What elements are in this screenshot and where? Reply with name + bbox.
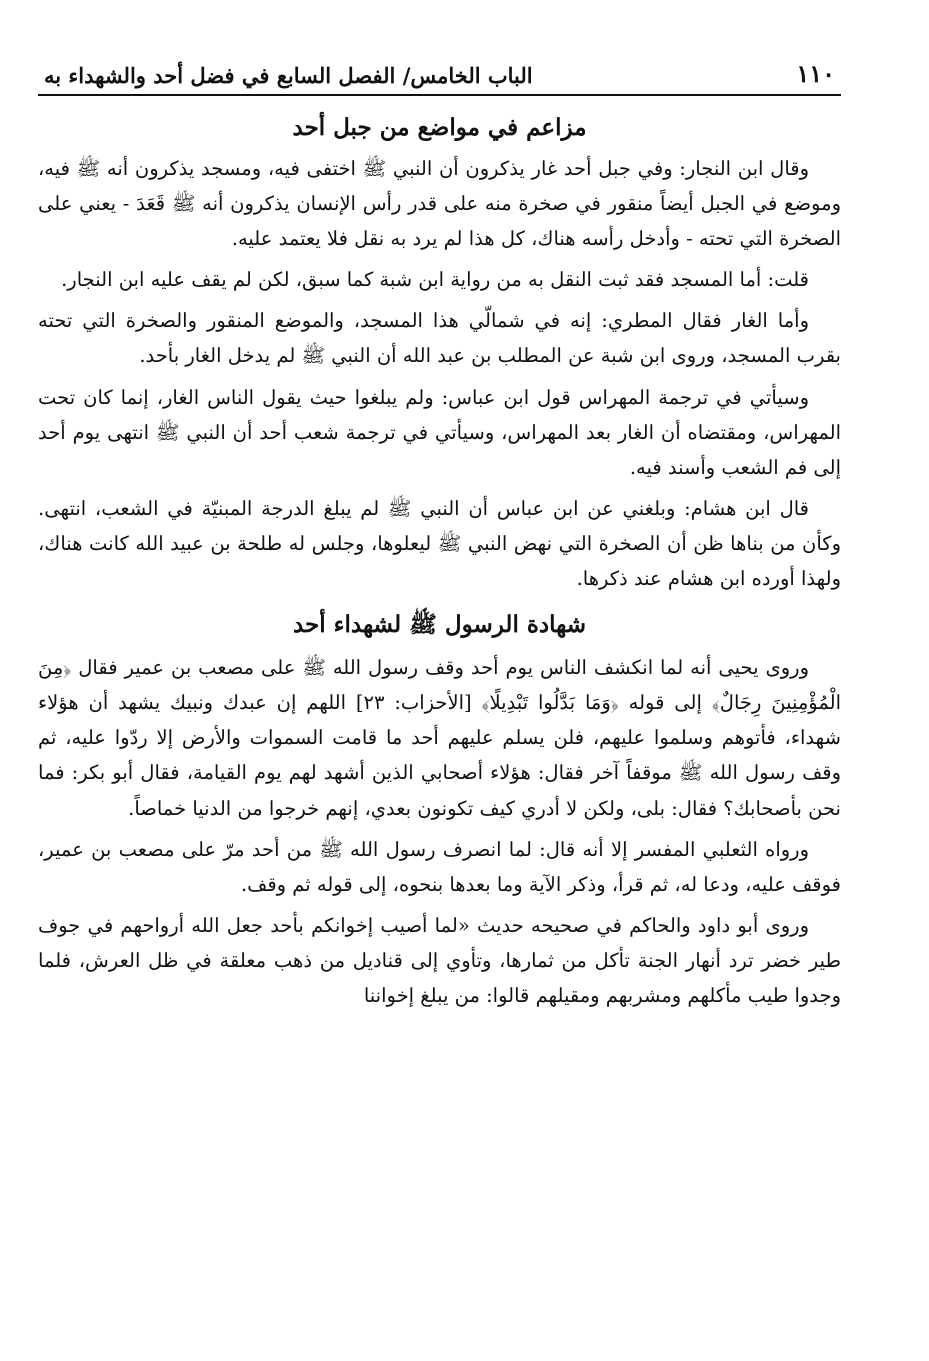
section-heading: شهادة الرسول ﷺ لشهداء أحد [292, 611, 587, 639]
running-title: الباب الخامس/ الفصل السابع في فضل أحد والشهداء به [44, 63, 533, 88]
paragraph: قلت: أما المسجد فقد ثبت النقل به من رواية ابن شبة كما سبق، لكن لم يقف عليه ابن النجار. [61, 268, 809, 292]
paragraph: وقال ابن النجار: وفي جبل أحد غار يذكرون أن النبي ﷺ اختفى فيه، ومسجد يذكرون أنه ﷺ فيه، وموضع في الجبل أيضاً منقور في صخرة منه على قدر رأس الإنسان يذكرون أنه ﷺ قَعَدَ - يعني على الصخرة التي تحته - وأدخل رأسه هناك، كل هذا لم يرد به نقل فلا يعتمد عليه. [38, 157, 841, 251]
paragraph: ورواه الثعلبي المفسر إلا أنه قال: لما انصرف رسول الله ﷺ من أحد مرّ على مصعب بن عمير، فوقف عليه، ودعا له، ثم قرأ، وذكر الآية وما بعدها بنحوه، إلى قوله ثم وقف. [38, 837, 841, 896]
running-header [38, 50, 841, 96]
paragraph: وروى أبو داود والحاكم في صحيحه حديث «لما أصيب إخوانكم بأحد جعل الله أرواحهم في جوف طير خضر ترد أنهار الجنة تأكل من ثمارها، وتأوي إلى قناديل من ذهب معلقة في ظل العرش، فلما وجدوا طيب مأكلهم ومشربهم ومقيلهم قالوا: من يبلغ إخواننا [38, 913, 841, 1007]
paragraph: وسيأتي في ترجمة المهراس قول ابن عباس: ولم يبلغوا حيث يقول الناس الغار، إنما كان تحت المهراس، ومقتضاه أن الغار بعد المهراس، وسيأتي في ترجمة شعب أحد أن النبي ﷺ انتهى يوم أحد إلى فم الشعب وأسند فيه. [38, 385, 841, 479]
paragraph: وأما الغار فقال المطري: إنه في شمالّي هذا المسجد، والموضع المنقور والصخرة التي تحته بقرب المسجد، وروى ابن شبة عن المطلب بن عبد الله أن النبي ﷺ لم يدخل الغار بأحد. [38, 309, 841, 368]
section-1 [38, 114, 841, 596]
section-heading: مزاعم في مواضع من جبل أحد [292, 114, 587, 141]
paragraph: وروى يحيى أنه لما انكشف الناس يوم أحد وقف رسول الله ﷺ على مصعب بن عمير فقال ﴿مِنَ الْمُؤْمِنِينَ رِجَالٌ﴾ إلى قوله ﴿وَمَا بَدَّلُوا تَبْدِيلًا﴾ [الأحزاب: ٢٣] اللهم إن عبدك ونبيك يشهد أن هؤلاء شهداء، فأتوهم وسلموا عليهم، فلن يسلم عليهم أحد ما قامت السموات والأرض إلا ردّوا عليه، ثم وقف رسول الله ﷺ موقفاً آخر فقال: هؤلاء أصحابي الذين أشهد لهم يوم القيامة، فقال أبو بكر: فما نحن بأصحابك؟ فقال: بلى، ولكن لا أدري كيف تكونون بعدي، إنهم خرجوا من الدنيا خماصاً. [38, 656, 841, 820]
paragraph: قال ابن هشام: وبلغني عن ابن عباس أن النبي ﷺ لم يبلغ الدرجة المبنيّة في الشعب، انتهى. وكأن من بناها ظن أن الصخرة التي نهض النبي ﷺ ليعلوها، وجلس له طلحة بن عبيد الله كانت هناك، ولهذا أورده ابن هشام عند ذكرها. [38, 496, 841, 591]
page-number: ١١٠ [796, 59, 835, 88]
section-2 [38, 610, 841, 1013]
